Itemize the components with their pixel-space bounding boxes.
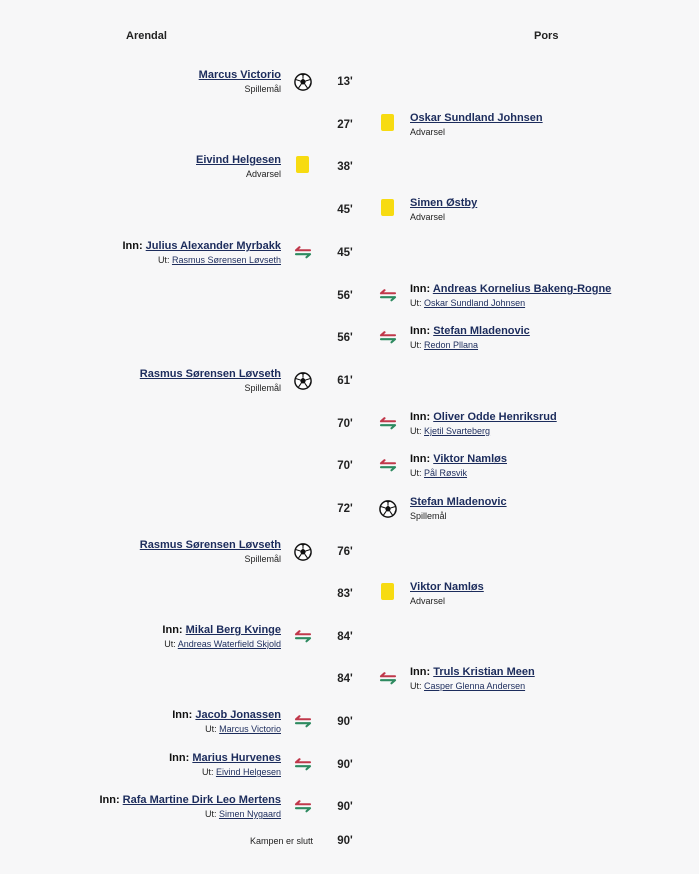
match-end-text: Kampen er slutt [249,836,313,846]
event-detail: Advarsel [410,212,446,222]
event-minute: 45' [337,204,353,216]
substitution-icon [379,458,397,476]
player-link[interactable]: Marius Hurvenes [192,752,281,764]
event-text [410,410,557,437]
player-link[interactable]: Eivind Helgesen [196,154,281,166]
event-line-secondary [172,723,281,735]
away-team-label: Pors [534,30,559,42]
player-link[interactable]: Mikal Berg Kvinge [185,624,281,636]
event-detail: Spillemål [244,84,281,94]
player-link[interactable]: Simen Nygaard [218,809,281,819]
player-link[interactable]: Redon Pllana [424,340,479,350]
event-minute: 56' [337,290,353,302]
event-text [410,282,611,309]
event-text [410,495,507,522]
event-minute: 38' [337,161,353,173]
event-line-secondary [410,297,611,309]
event-minute: 56' [337,332,353,344]
event-minute: 27' [337,119,353,131]
goal-ball-icon [379,500,397,518]
player-link[interactable]: Pål Røsvik [424,468,468,478]
event-text [410,111,543,138]
event-minute: 61' [337,375,353,387]
player-link[interactable]: Viktor Namløs [433,453,507,465]
event-minute: 76' [337,546,353,558]
event-row [0,751,699,791]
sub-out-label: Ut: [410,468,425,478]
event-line-primary [140,538,281,552]
event-line-primary [410,324,530,338]
substitution-icon [379,288,397,306]
player-link[interactable]: Andreas Waterfield Skjold [177,639,281,649]
event-row [0,580,699,620]
event-line-primary [169,751,281,765]
player-link[interactable]: Rasmus Sørensen Løvseth [139,368,281,380]
event-minute: 70' [337,418,353,430]
sub-out-label: Ut: [201,767,216,777]
event-text [162,623,281,650]
event-line-secondary [162,638,281,650]
sub-in-label: Inn: [172,709,196,721]
match-end-row [0,834,699,874]
yellow-card-icon [296,156,309,173]
event-minute: 90' [337,759,353,771]
player-link[interactable]: Oliver Odde Henriksrud [433,411,557,423]
event-detail: Spillemål [410,511,447,521]
substitution-icon [294,714,312,732]
event-line-secondary [140,382,281,394]
home-team-label: Arendal [126,30,167,42]
event-line-primary [172,708,281,722]
event-row [0,68,699,108]
player-link[interactable]: Viktor Namløs [410,581,484,593]
event-minute: 84' [337,673,353,685]
event-line-primary [122,239,281,253]
sub-in-label: Inn: [410,666,434,678]
event-line-secondary [410,126,543,138]
event-line-primary [410,282,611,296]
yellow-card-icon [381,114,394,131]
event-detail: Advarsel [245,169,281,179]
substitution-icon [379,671,397,689]
event-line-primary [410,665,535,679]
player-link[interactable]: Jacob Jonassen [195,709,281,721]
event-line-primary [410,452,507,466]
substitution-icon [294,757,312,775]
event-row [0,665,699,705]
event-line-primary [199,68,281,82]
event-detail: Spillemål [244,383,281,393]
player-link[interactable]: Truls Kristian Meen [433,666,535,678]
event-text [410,580,484,607]
player-link[interactable]: Rafa Martine Dirk Leo Mertens [122,794,281,806]
event-minute: 70' [337,460,353,472]
event-minute: 90' [337,716,353,728]
goal-ball-icon [294,73,312,91]
sub-in-label: Inn: [169,752,193,764]
event-minute: 72' [337,503,353,515]
event-line-primary [162,623,281,637]
event-row [0,538,699,578]
event-row [0,623,699,663]
event-text [99,793,281,820]
sub-in-label: Inn: [410,325,434,337]
event-line-primary [410,580,484,594]
event-text [140,538,281,565]
event-text [196,153,281,180]
substitution-icon [294,629,312,647]
event-text [410,324,530,351]
event-line-primary [410,410,557,424]
event-minute: 90' [337,801,353,813]
event-text [169,751,281,778]
sub-out-label: Ut: [410,426,425,436]
sub-out-label: Ut: [410,681,425,691]
sub-in-label: Inn: [410,411,434,423]
player-link[interactable]: Oskar Sundland Johnsen [424,298,526,308]
event-detail: Advarsel [410,127,446,137]
event-line-primary [410,196,477,210]
player-link[interactable]: Casper Glenna Andersen [424,681,526,691]
event-line-primary [140,367,281,381]
event-row [0,708,699,748]
event-row [0,239,699,279]
sub-out-label: Ut: [164,639,178,649]
event-line-secondary [410,680,535,692]
player-link[interactable]: Stefan Mladenovic [433,325,530,337]
event-line-primary [410,111,543,125]
player-link[interactable]: Marcus Victorio [198,69,281,81]
event-line-primary [196,153,281,167]
event-line-secondary [140,553,281,565]
event-line-secondary [410,510,507,522]
event-minute: 84' [337,631,353,643]
event-line-secondary [169,766,281,778]
event-row [0,196,699,236]
goal-ball-icon [294,543,312,561]
event-minute: 45' [337,247,353,259]
event-row [0,793,699,833]
sub-out-label: Ut: [410,340,425,350]
yellow-card-icon [381,199,394,216]
player-link[interactable]: Andreas Kornelius Bakeng-Rogne [432,283,612,295]
event-row [0,367,699,407]
sub-in-label: Inn: [99,794,123,806]
substitution-icon [294,245,312,263]
event-line-primary [99,793,281,807]
sub-out-label: Ut: [204,809,219,819]
event-text [140,367,281,394]
substitution-icon [379,416,397,434]
event-text [122,239,281,266]
player-link[interactable]: Stefan Mladenovic [410,496,507,508]
event-text [172,708,281,735]
event-text [410,452,507,479]
player-link[interactable]: Oskar Sundland Johnsen [410,112,543,124]
sub-in-label: Inn: [122,240,146,252]
event-row [0,324,699,364]
event-line-secondary [410,425,557,437]
player-link[interactable]: Marcus Victorio [219,724,281,734]
event-line-secondary [410,339,530,351]
player-link[interactable]: Rasmus Sørensen Løvseth [139,539,281,551]
goal-ball-icon [294,372,312,390]
event-detail: Advarsel [410,596,446,606]
event-row [0,282,699,322]
event-line-secondary [196,168,281,180]
player-link[interactable]: Simen Østby [410,197,478,209]
event-text [199,68,281,95]
event-line-secondary [410,467,507,479]
event-line-secondary [410,595,484,607]
event-row [0,452,699,492]
event-detail: Spillemål [244,554,281,564]
event-row [0,111,699,151]
player-link[interactable]: Kjetil Svarteberg [424,426,491,436]
player-link[interactable]: Eivind Helgesen [215,767,281,777]
event-minute: 83' [337,588,353,600]
event-line-secondary [122,254,281,266]
player-link[interactable]: Julius Alexander Myrbakk [145,240,281,252]
sub-in-label: Inn: [410,283,433,295]
yellow-card-icon [381,583,394,600]
event-text [410,665,535,692]
event-line-secondary [199,83,281,95]
sub-out-label: Ut: [205,724,220,734]
sub-in-label: Inn: [162,624,186,636]
sub-in-label: Inn: [410,453,434,465]
event-line-secondary [99,808,281,820]
sub-out-label: Ut: [410,298,425,308]
sub-out-label: Ut: [157,255,172,265]
event-row [0,495,699,535]
event-text [410,196,477,223]
event-row [0,153,699,193]
event-line-secondary [410,211,477,223]
event-row [0,410,699,450]
event-minute: 13' [337,76,353,88]
player-link[interactable]: Rasmus Sørensen Løvseth [171,255,281,265]
match-end-minute: 90' [337,835,353,847]
substitution-icon [294,799,312,817]
event-line-primary [410,495,507,509]
substitution-icon [379,330,397,348]
